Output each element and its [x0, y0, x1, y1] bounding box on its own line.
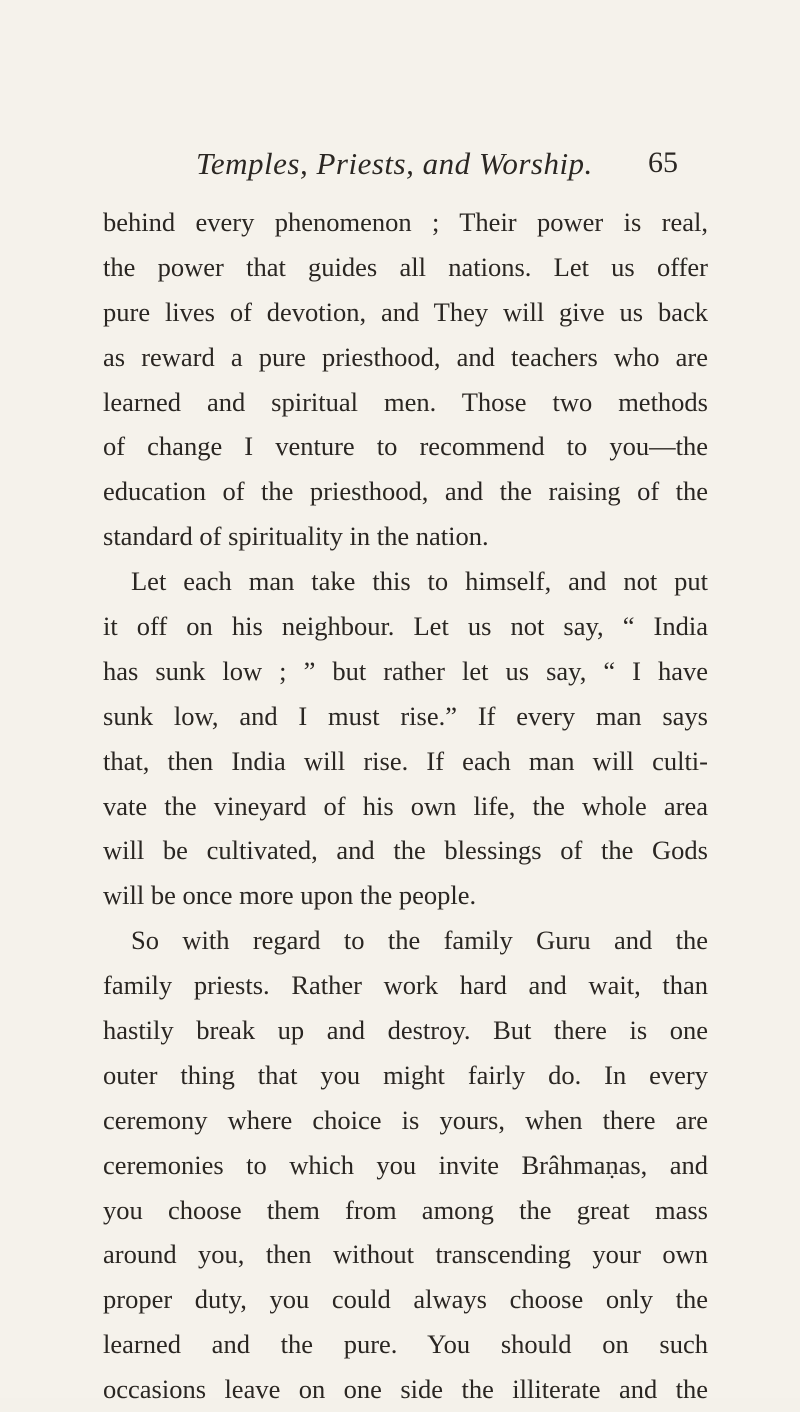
- text-line: education of the priesthood, and the raising of the: [103, 476, 708, 507]
- text-line: you choose them from among the great mass: [103, 1194, 708, 1225]
- text-line: proper duty, you could always choose only the: [103, 1284, 708, 1315]
- text-line: sunk low, and I must rise.” If every man says: [103, 700, 708, 731]
- text-line: hastily break up and destroy. But there is one: [103, 1015, 708, 1046]
- text-line: has sunk low ; ” but rather let us say, “ I have: [103, 655, 708, 686]
- text-line: of change I venture to recommend to you—the: [103, 431, 708, 462]
- text-line: So with regard to the family Guru and the: [131, 925, 708, 956]
- text-line: occasions leave on one side the illiterate and the: [103, 1374, 708, 1405]
- text-line: that, then India will rise. If each man will culti-: [103, 745, 708, 776]
- text-line: learned and spiritual men. Those two methods: [103, 386, 708, 417]
- text-line: will be once more upon the people.: [103, 880, 477, 911]
- text-line: Let each man take this to himself, and not put: [131, 566, 708, 597]
- text-line: behind every phenomenon ; Their power is real,: [103, 207, 708, 237]
- text-line: standard of spirituality in the nation.: [103, 521, 489, 552]
- text-line: family priests. Rather work hard and wait, than: [103, 970, 708, 1001]
- text-line: as reward a pure priesthood, and teachers who are: [103, 341, 708, 372]
- text-line: pure lives of devotion, and They will give us back: [103, 296, 708, 327]
- text-line: around you, then without transcending your own: [103, 1239, 708, 1270]
- text-line: it off on his neighbour. Let us not say, “ India: [103, 611, 708, 642]
- text-line: learned and the pure. You should on such: [103, 1329, 708, 1360]
- body-text: [103, 200, 708, 1412]
- page-number: 65: [648, 146, 678, 179]
- text-line: vate the vineyard of his own life, the whole area: [103, 790, 708, 821]
- text-line: the power that guides all nations. Let us offer: [103, 251, 708, 282]
- text-line: ceremony where choice is yours, when there are: [103, 1104, 708, 1135]
- text-line: will be cultivated, and the blessings of the Gods: [103, 835, 708, 866]
- text-line: outer thing that you might fairly do. In every: [103, 1059, 708, 1090]
- running-head: [0, 146, 800, 186]
- running-title: Temples, Priests, and Worship.: [196, 146, 593, 181]
- text-line: ceremonies to which you invite Brâhmaṇas, and: [103, 1149, 708, 1180]
